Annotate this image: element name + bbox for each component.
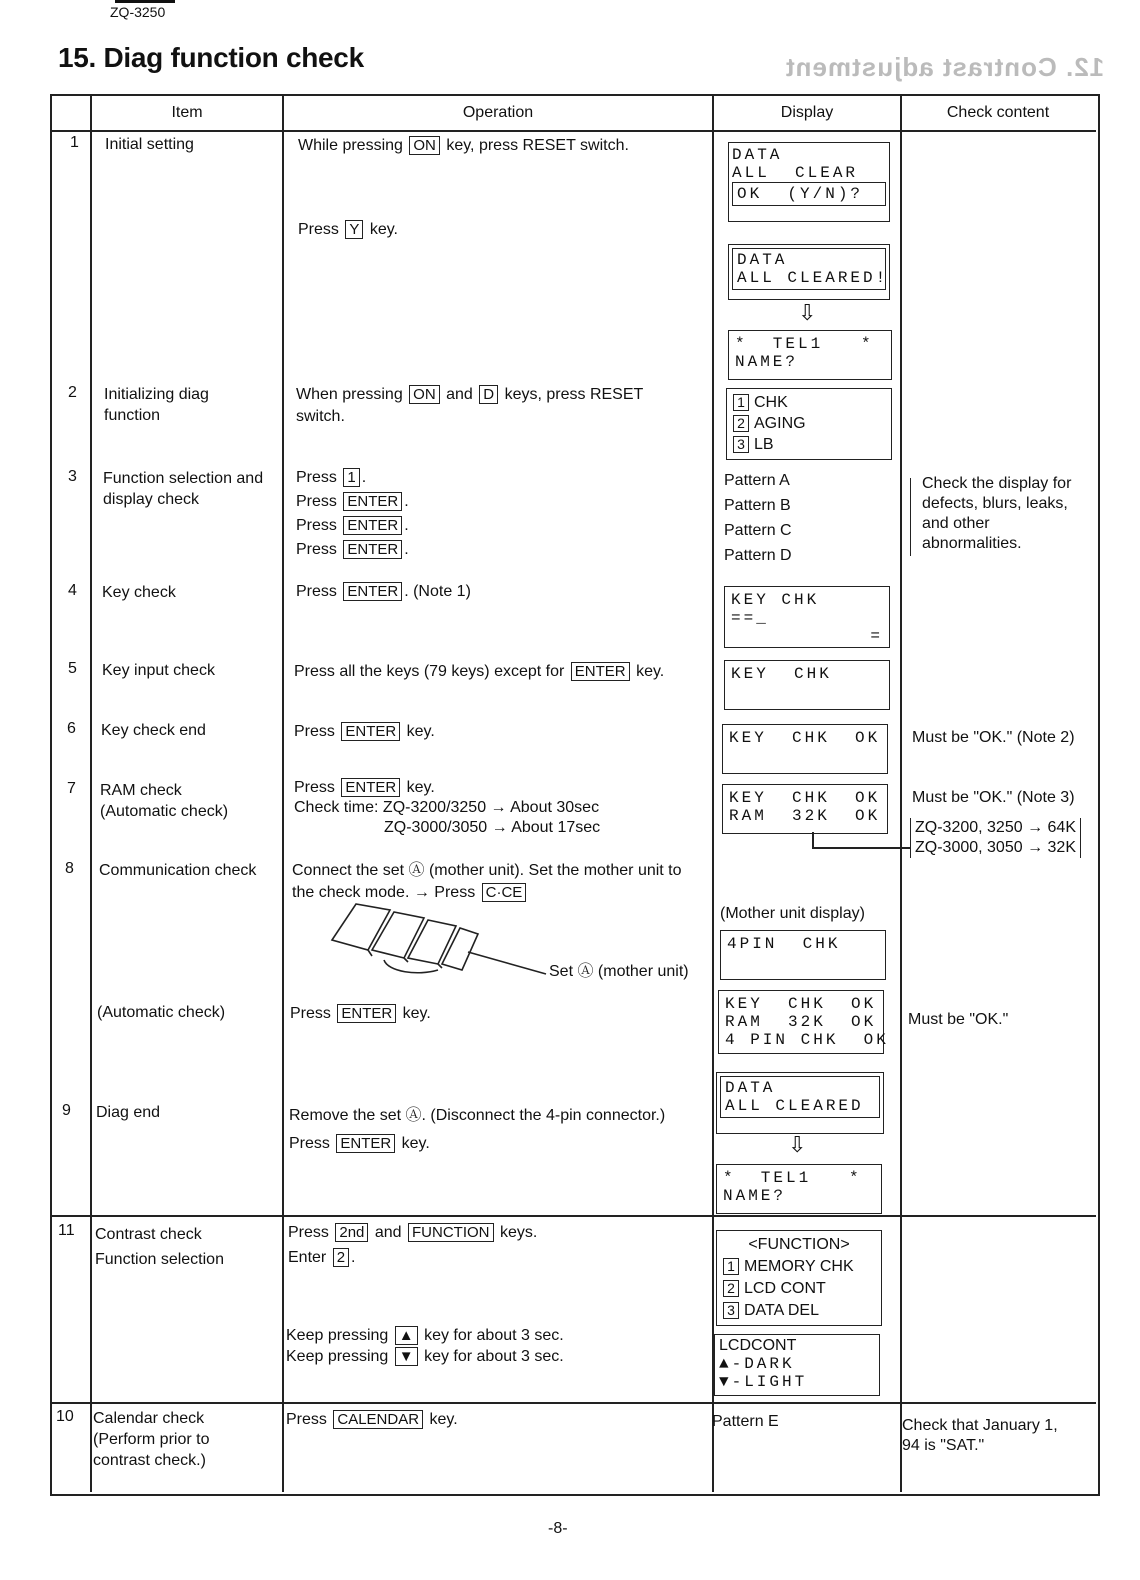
check-brace <box>910 478 911 556</box>
leader-line <box>812 832 814 848</box>
row-item: RAM check (Automatic check) <box>100 782 229 820</box>
lcd-display: KEY CHK OK RAM 32K OK <box>722 784 888 834</box>
check-content: Check that January 1, 94 is "SAT." <box>902 1417 1058 1454</box>
operation-step: When pressing ON and D keys, press RESET switch. <box>296 386 644 425</box>
row-number: 9 <box>62 1102 71 1119</box>
header-rule <box>115 0 175 3</box>
row-divider-11 <box>52 1215 1096 1217</box>
row-number: 7 <box>67 780 76 797</box>
row-number: 2 <box>68 384 77 401</box>
col-header-check: Check content <box>902 96 1094 131</box>
row-item: Diag end <box>96 1104 161 1121</box>
check-content: Must be "OK." (Note 3) <box>912 789 1075 806</box>
display-patterns: Pattern A Pattern B Pattern C Pattern D <box>724 472 792 564</box>
down-arrow-key-icon: ▼ <box>395 1347 418 1366</box>
check-content: Check the display for defects, blurs, leaks, and other abnormalities. <box>922 475 1072 552</box>
down-arrow-icon: ⇩ <box>788 1132 807 1157</box>
lcd-display: DATA ALL CLEARED! <box>728 244 890 300</box>
page-title: 15. Diag function check <box>58 42 364 73</box>
function-menu-display: <FUNCTION> 1 MEMORY CHK 2 LCD CONT 3 DATA DEL <box>716 1230 882 1326</box>
row-divider-10 <box>52 1402 1096 1404</box>
operation-step: Press ENTER key. <box>290 1005 431 1022</box>
d-key: D <box>479 385 498 404</box>
lcd-display: KEY CHK OK <box>722 724 888 774</box>
row-item: Communication check <box>99 862 257 879</box>
operation-step: Press Y key. <box>298 221 398 238</box>
row-number: 8 <box>65 860 74 877</box>
row-item: (Automatic check) <box>97 1004 226 1021</box>
row-item: Key input check <box>102 662 215 679</box>
row-item: Calendar check (Perform prior to contrast check.) <box>93 1410 210 1469</box>
operation-step: Press CALENDAR key. <box>286 1411 458 1428</box>
row-number: 5 <box>68 660 77 677</box>
lcd-display: KEY CHK OK RAM 32K OK 4 PIN CHK OK <box>718 990 884 1054</box>
col-divider-operation <box>712 96 714 1492</box>
col-divider-item <box>282 96 284 1492</box>
lcd-display: * TEL1 * NAME? <box>728 330 892 380</box>
set-a-label: Set Ⓐ (mother unit) <box>549 963 689 980</box>
lcd-display: KEY CHK ==_ = <box>724 586 890 648</box>
lcd-display: 4PIN CHK <box>720 930 886 980</box>
col-header-display: Display <box>714 96 900 131</box>
mother-unit-illustration <box>328 900 558 980</box>
operation-step: Press ENTER key. Check time: ZQ-3200/3250 → About 30sec ZQ-3000/3050 → About 17sec <box>294 779 601 836</box>
bleed-through-text: 12. Contrast adjustment <box>785 52 1105 82</box>
memory-size-note: ZQ-3200, 3250 → 64K ZQ-3000, 3050 → 32K <box>910 818 1081 858</box>
operation-step: Connect the set Ⓐ (mother unit). Set the mother unit to the check mode. → Press C·CE <box>292 862 682 901</box>
on-key: ON <box>409 136 440 155</box>
leader-line <box>812 847 910 849</box>
row-item: Contrast check Function selection <box>95 1226 224 1268</box>
display-pattern: Pattern E <box>712 1413 779 1430</box>
mother-unit-caption: (Mother unit display) <box>720 905 865 922</box>
row-item: Initial setting <box>105 136 194 153</box>
up-arrow-key-icon: ▲ <box>395 1326 418 1345</box>
row-item: Initializing diag function <box>104 386 209 424</box>
row-number: 3 <box>68 468 77 485</box>
operation-step: While pressing ON key, press RESET switch. <box>298 137 629 154</box>
col-divider-no <box>90 96 92 1492</box>
y-key: Y <box>345 220 363 239</box>
model-number: ZQ-3250 <box>110 4 166 20</box>
check-content: Must be "OK." (Note 2) <box>912 729 1075 746</box>
row-number: 6 <box>67 720 76 737</box>
operation-step: Press all the keys (79 keys) except for ENTER key. <box>294 663 665 680</box>
row-number: 11 <box>58 1222 75 1239</box>
row-number: 4 <box>68 582 77 599</box>
row-item: Key check <box>102 584 176 601</box>
col-divider-display <box>900 96 902 1492</box>
operation-step: Press ENTER key. <box>294 723 435 740</box>
page-number: -8- <box>548 1520 568 1537</box>
lcd-display: * TEL1 * NAME? <box>716 1164 882 1214</box>
row-number: 10 <box>56 1408 74 1425</box>
row-number: 1 <box>70 134 79 151</box>
operation-step: Press 2nd and FUNCTION keys. Enter 2 . <box>288 1224 538 1266</box>
lcd-display: DATA ALL CLEAR OK (Y/N)? <box>728 142 890 222</box>
operation-step: Remove the set Ⓐ. (Disconnect the 4-pin connector.) Press ENTER key. <box>289 1107 666 1152</box>
lcd-display: LCDCONT ▲-DARK ▼-LIGHT <box>714 1334 880 1396</box>
row-item: Key check end <box>101 722 206 739</box>
diag-menu-display: 1 CHK 2 AGING 3 LB <box>726 388 892 460</box>
operation-step: Press 1 . Press ENTER . Press ENTER . Press ENTER . <box>296 469 409 558</box>
row-item: Function selection and display check <box>103 470 264 508</box>
col-header-operation: Operation <box>284 96 712 131</box>
lcd-display: KEY CHK <box>724 660 890 710</box>
col-header-item: Item <box>92 96 282 131</box>
on-key: ON <box>409 385 440 404</box>
check-content: Must be "OK." <box>908 1011 1009 1028</box>
operation-step: Keep pressing ▲ key for about 3 sec. Keep pressing ▼ key for about 3 sec. <box>286 1327 564 1365</box>
operation-step: Press ENTER . (Note 1) <box>296 583 471 600</box>
down-arrow-icon: ⇩ <box>798 300 817 325</box>
lcd-display: DATA ALL CLEARED <box>716 1072 884 1134</box>
